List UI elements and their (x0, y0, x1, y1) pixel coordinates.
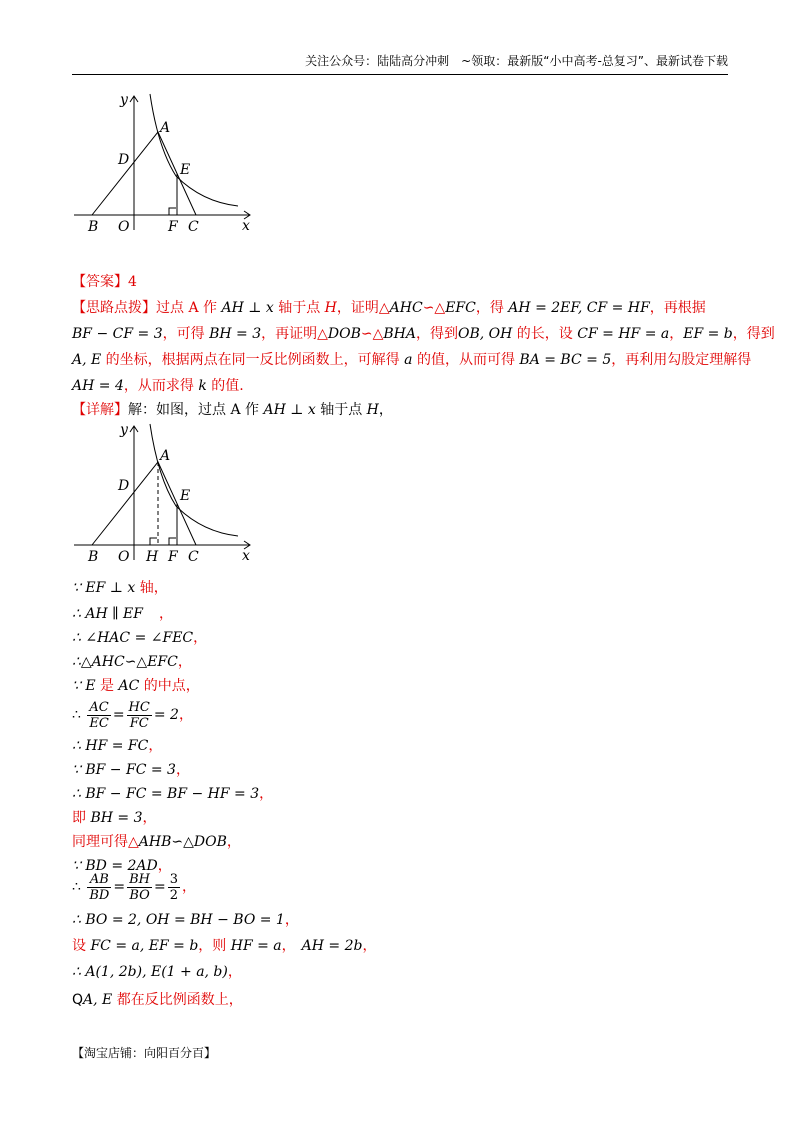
fig1-label-y: y (120, 92, 128, 108)
fig2-label-c: C (188, 549, 199, 565)
fig1-label-f: F (168, 219, 178, 235)
hint-line-2: BF − CF = 3，可得 BH = 3，再证明△DOB∽△BHA，得到OB, OH 的长，设 CF = HF = a，EF = b，得到 (72, 326, 775, 342)
fig2-label-e: E (180, 488, 191, 504)
hint-label: 【思路点拨】 (72, 300, 156, 316)
step-14: ∴ BO = 2, OH = BH − BO = 1， (72, 912, 299, 928)
step-6: ∴ $\frac{AC}{EC}$ = $\frac{HC}{FC}$ = 2， (72, 699, 193, 731)
fig2-label-o: O (118, 549, 130, 565)
fig1-label-o: O (118, 219, 130, 235)
step-13: ∴ $\frac{AB}{BD}$ = $\frac{BH}{BO}$ = $\frac{3}{2}$ ， (72, 871, 196, 903)
step-8: ∵ BF − FC = 3， (72, 762, 190, 778)
footer-text: 【淘宝店铺：向阳百分百】 (72, 1046, 217, 1060)
header-text: 关注公众号：陆陆高分冲刺 ~领取：最新版“小中高考-总复习”、最新试卷下载 (305, 54, 728, 68)
fig1-label-d: D (118, 152, 130, 168)
fig2-label-a: A (160, 448, 171, 464)
step-10: 即 BH = 3， (72, 810, 157, 826)
figure-2 (72, 420, 262, 570)
step-3: ∴ ∠HAC = ∠FEC， (72, 630, 208, 646)
step-9: ∴ BF − FC = BF − HF = 3， (72, 786, 274, 802)
step-1: ∵ EF ⊥ x 轴， (72, 580, 168, 596)
figure-1 (72, 90, 262, 240)
page-footer (72, 1044, 216, 1061)
fig2-label-x: x (242, 548, 250, 564)
step-16: ∴ A(1, 2b), E(1 + a, b)， (72, 964, 242, 980)
fig1-label-c: C (188, 219, 199, 235)
hint-line-3: A, E 的坐标，根据两点在同一反比例函数上，可解得 a 的值，从而可得 BA = BC = 5，再利用勾股定理解得 (72, 352, 752, 368)
fig2-label-d: D (118, 478, 130, 494)
step-7: ∴ HF = FC， (72, 738, 163, 754)
fig1-label-a: A (160, 120, 171, 136)
fig2-label-h: H (146, 549, 159, 565)
page-header (72, 52, 728, 75)
step-15: 设 FC = a, EF = b，则 HF = a， AH = 2b， (72, 938, 377, 954)
fig1-label-x: x (242, 218, 250, 234)
fig2-label-b: B (88, 549, 99, 565)
fig2-label-y: y (120, 422, 128, 438)
answer-value: 4 (128, 274, 137, 290)
hint-line-4: AH = 4，从而求得 k 的值. (72, 378, 244, 394)
fig1-label-b: B (88, 219, 99, 235)
step-4: ∴△AHC∽△EFC， (72, 654, 192, 670)
step-12: ∵ BD = 2AD， (72, 858, 172, 874)
detail-label: 【详解】 (72, 402, 128, 418)
step-2: ∴ AH ∥ EF ， (72, 606, 173, 622)
step-11: 同理可得△AHB∽△DOB， (72, 834, 241, 850)
hint-line-1: 【思路点拨】过点 A 作 AH ⊥ x 轴于点 H，证明△AHC∽△EFC，得 AH = 2EF, CF = HF，再根据 (72, 300, 706, 316)
fig1-label-e: E (180, 162, 191, 178)
detail-line: 【详解】解：如图，过点 A 作 AH ⊥ x 轴于点 H， (72, 402, 393, 418)
answer-line: 【答案】4 (72, 274, 137, 290)
step-5: ∵ E 是 AC 的中点， (72, 678, 200, 694)
fig2-label-f: F (168, 549, 178, 565)
step-17: QA, E 都在反比例函数上， (72, 992, 243, 1008)
